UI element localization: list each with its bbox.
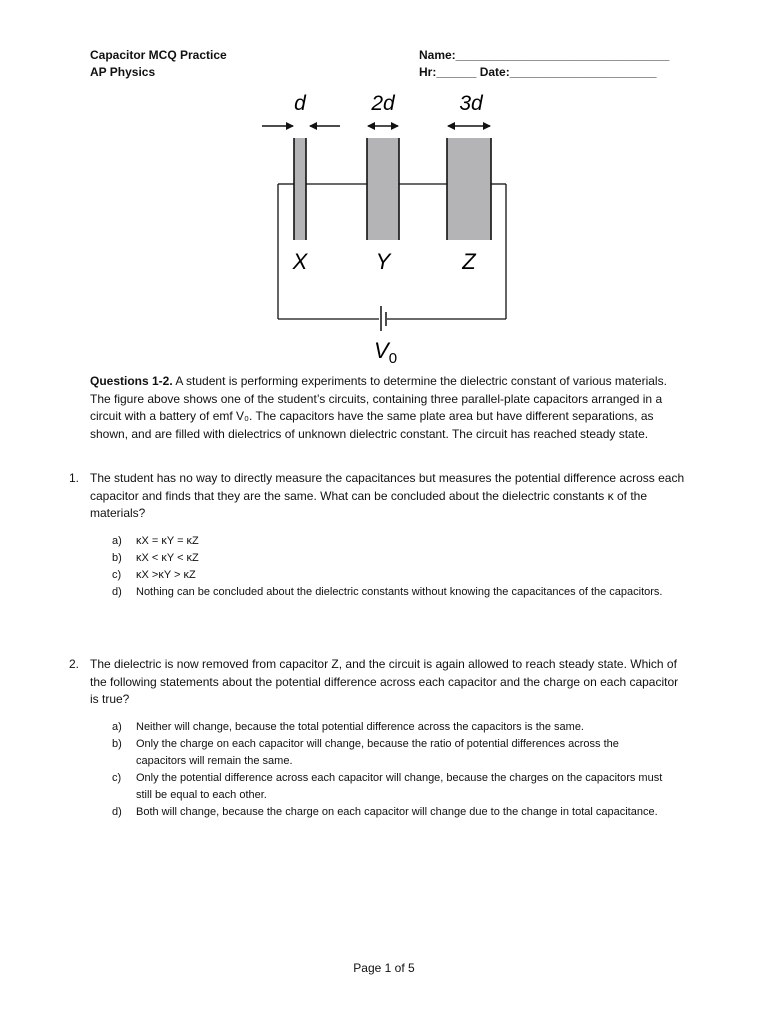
question-2-options: [112, 719, 672, 821]
question-text: The dielectric is now removed from capacitor Z, and the circuit is again allowed to reach steady state. Which of the following statements about the potential difference across each capacitor and the charge on each capacitor is true?: [90, 657, 679, 706]
capacitor-z: [447, 138, 491, 240]
battery-label: $V_0$: [374, 338, 398, 367]
questions-range-label: Questions 1-2.: [90, 374, 173, 388]
name-field[interactable]: Name:________________________________: [419, 48, 670, 62]
option-c[interactable]: c) Only the potential difference across each capacitor will change, because the charges on the capacitors must still be equal to each other.: [112, 772, 663, 801]
course-name: AP Physics: [90, 65, 156, 79]
question-1: [69, 470, 689, 523]
option-a[interactable]: a) κX = κY = κZ: [112, 535, 199, 547]
option-d[interactable]: d) Both will change, because the charge on each capacitor will change due to the change in total capacitance.: [112, 806, 658, 818]
separation-label-z: 3d: [459, 92, 483, 115]
question-1-options: [112, 533, 672, 601]
questions-intro: [90, 373, 684, 443]
capacitor-label-y: Y: [375, 249, 391, 274]
option-b[interactable]: b) Only the charge on each capacitor will change, because the ratio of potential differences across the capacitors will remain the same.: [112, 738, 619, 767]
hour-date-field[interactable]: Hr:______ Date:______________________: [419, 65, 657, 79]
question-number: 2.: [69, 657, 80, 671]
question-text: The student has no way to directly measure the capacitances but measures the potential difference across each capacitor and finds that they are the same. What can be concluded about the dielectric constants κ of the materials?: [90, 471, 685, 520]
option-a[interactable]: a) Neither will change, because the total potential difference across the capacitors is the same.: [112, 721, 584, 733]
question-2: [69, 656, 689, 709]
capacitor-label-x: X: [292, 249, 308, 274]
separation-label-y: 2d: [371, 92, 395, 115]
capacitor-x: [294, 138, 306, 240]
option-c[interactable]: c) κX >κY > κZ: [112, 569, 196, 581]
separation-label-x: d: [294, 92, 306, 115]
page-number: Page 1 of 5: [353, 961, 415, 975]
battery-symbol: [381, 306, 386, 331]
capacitor-circuit-diagram: [250, 88, 510, 370]
capacitor-label-z: Z: [462, 249, 476, 274]
capacitor-y: [367, 138, 399, 240]
option-b[interactable]: b) κX < κY < κZ: [112, 552, 199, 564]
option-d[interactable]: d) Nothing can be concluded about the dielectric constants without knowing the capacitances of the capacitors.: [112, 586, 663, 598]
worksheet-title: Capacitor MCQ Practice: [90, 48, 227, 62]
question-number: 1.: [69, 471, 80, 485]
intro-text: A student is performing experiments to determine the dielectric constant of various materials. The figure above shows one of the student’s circuits, containing three parallel-plate capacitors arranged in a circuit with a battery of emf V₀. The capacitors have the same plate area but have different separations, as shown, and are filled with dielectrics of unknown dielectric constant. The circuit has reached steady state.: [90, 374, 667, 441]
